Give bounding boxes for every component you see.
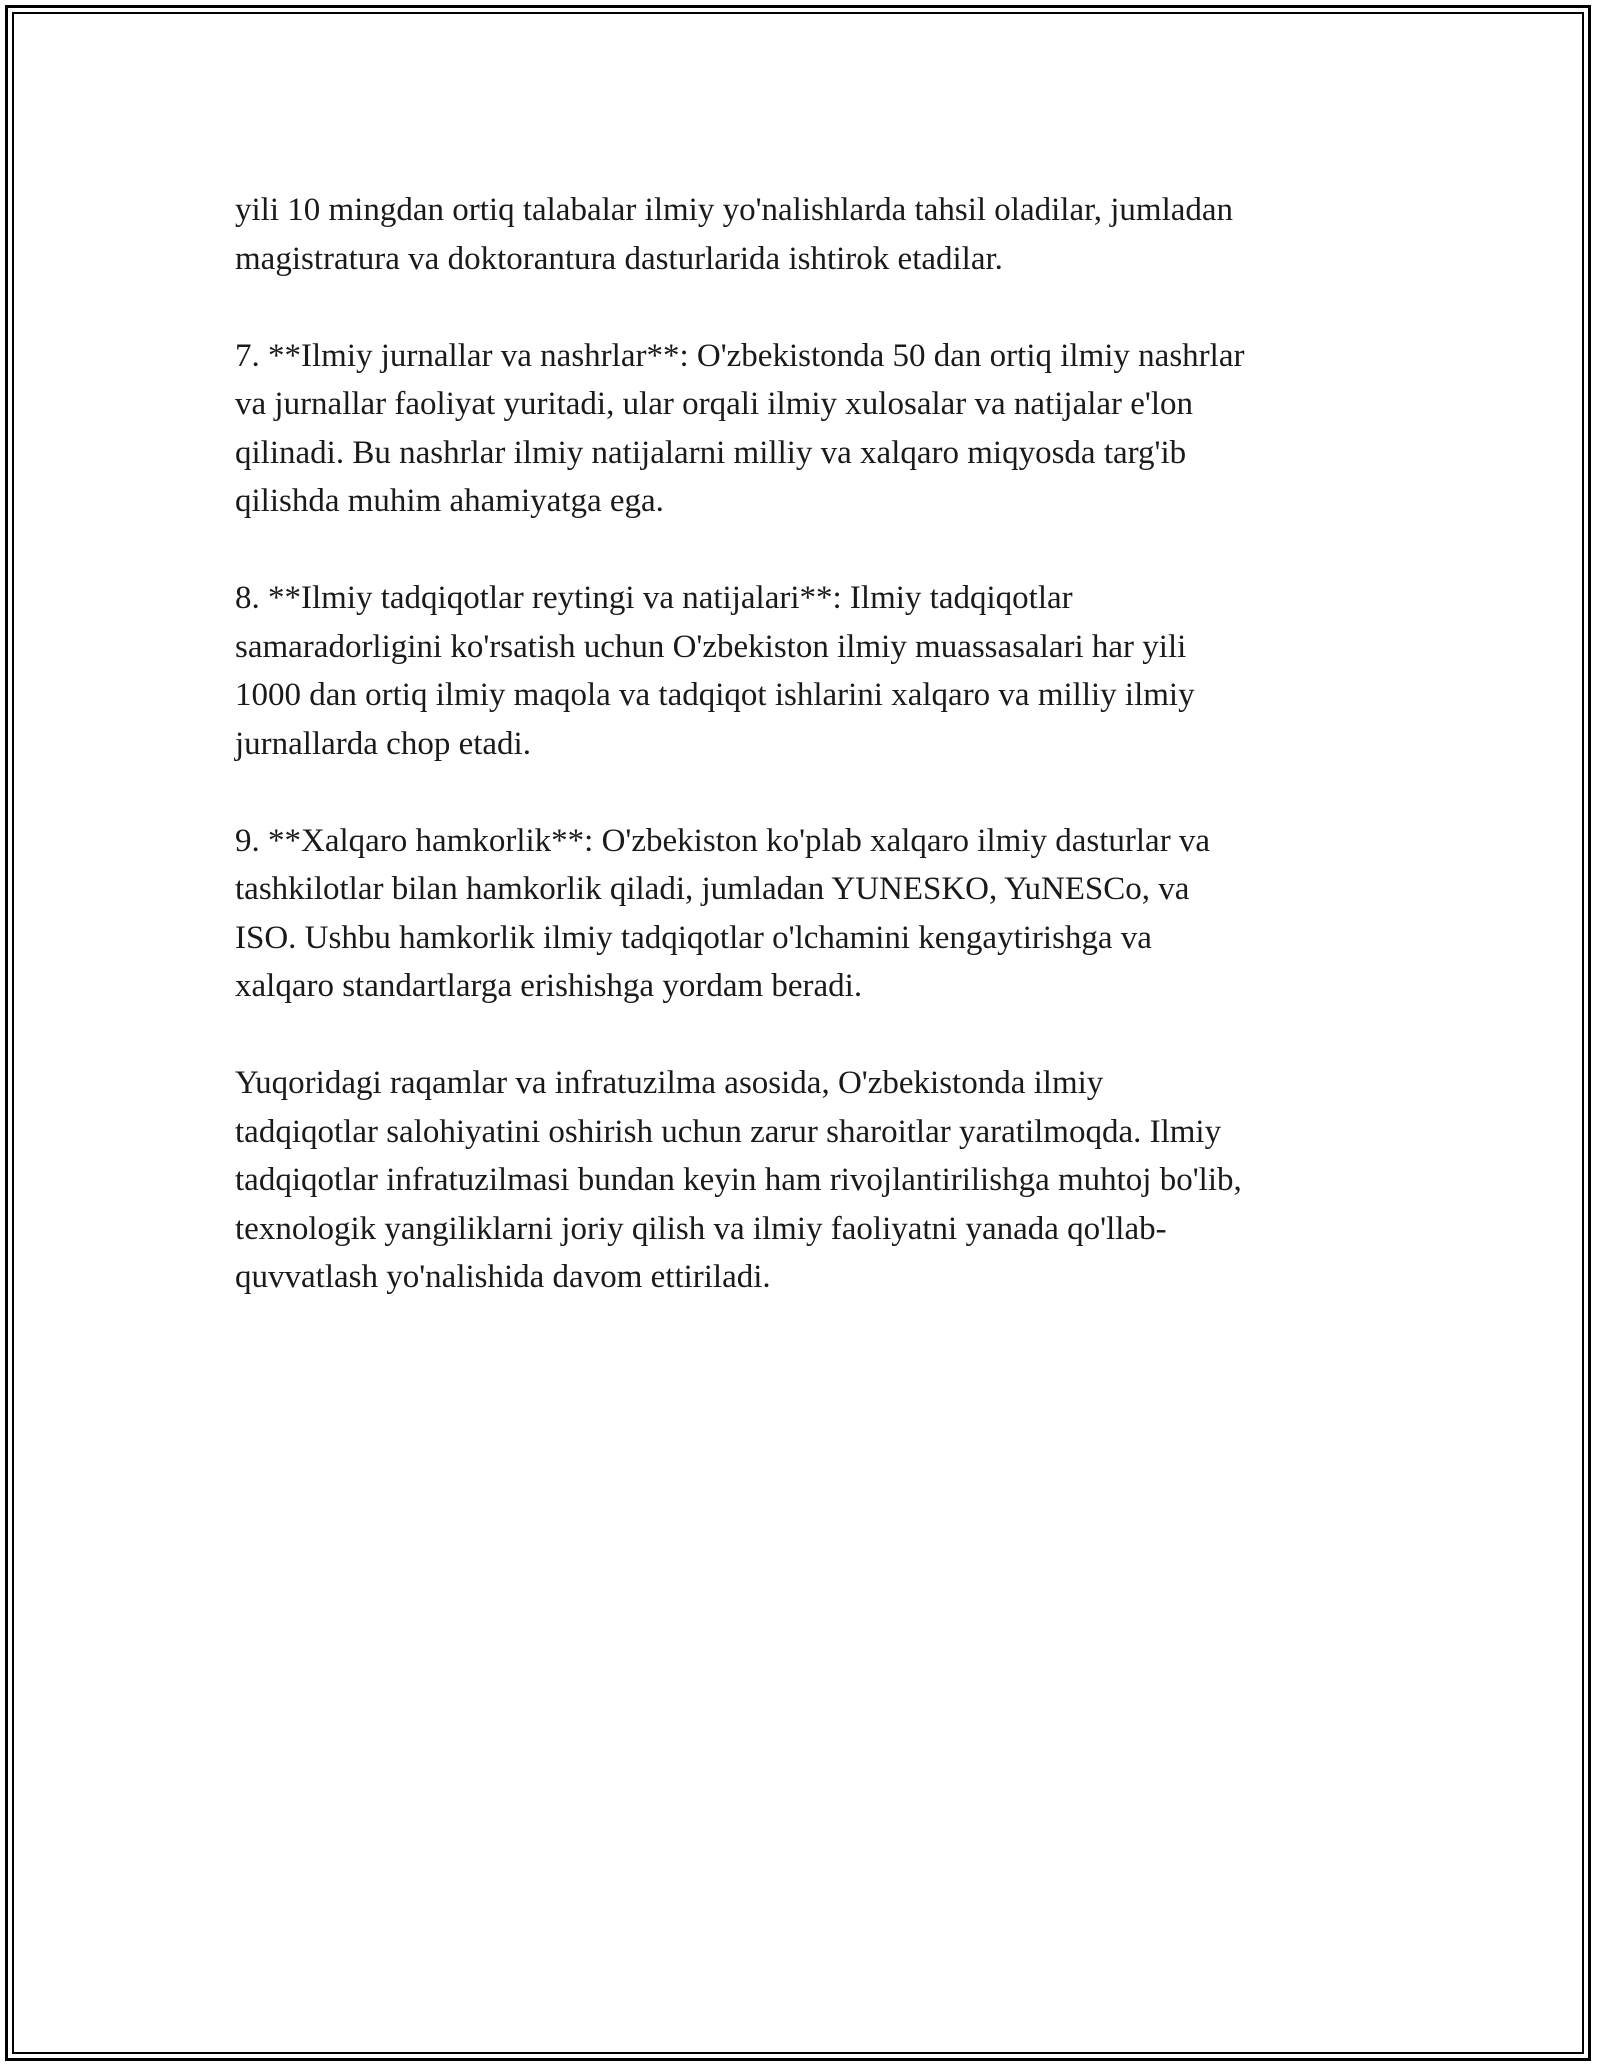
text-line: samaradorligini ko'rsatish uchun O'zbekiston ilmiy muassasalari har yili — [235, 628, 1187, 665]
text-line: qilishda muhim ahamiyatga ega. — [235, 483, 664, 519]
text-line: Yuqoridagi raqamlar va infratuzilma asosida, O'zbekistonda ilmiy — [235, 1065, 1104, 1101]
text-line: 7. **Ilmiy jurnallar va nashrlar**: O'zbekistonda 50 dan ortiq ilmiy nashrlar — [235, 337, 1245, 374]
paragraph-students — [235, 186, 1365, 283]
paragraph-conclusion — [235, 1059, 1365, 1302]
paragraph-cooperation — [235, 817, 1365, 1011]
text-line: jurnallarda chop etadi. — [235, 725, 531, 762]
text-line: va jurnallar faoliyat yuritadi, ular orqali ilmiy xulosalar va natijalar e'lon — [235, 386, 1194, 422]
paragraph-journals — [235, 332, 1365, 526]
text-line: quvvatlash yo'nalishida davom ettiriladi. — [235, 1259, 771, 1295]
document-body — [235, 186, 1365, 1350]
text-line: 8. **Ilmiy tadqiqotlar reytingi va natijalari**: Ilmiy tadqiqotlar — [235, 580, 1073, 616]
text-line: tashkilotlar bilan hamkorlik qiladi, jumladan YUNESKO, YuNESCo, va — [235, 871, 1190, 907]
text-line: 9. **Xalqaro hamkorlik**: O'zbekiston ko'plab xalqaro ilmiy dasturlar va — [235, 822, 1211, 859]
text-line: xalqaro standartlarga erishishga yordam beradi. — [235, 968, 863, 1004]
text-line: 1000 dan ortiq ilmiy maqola va tadqiqot ishlarini xalqaro va milliy ilmiy — [235, 677, 1195, 713]
text-line: tadqiqotlar salohiyatini oshirish uchun zarur sharoitlar yaratilmoqda. Ilmiy — [235, 1113, 1222, 1150]
text-line: magistratura va doktorantura dasturlarida ishtirok etadilar. — [235, 240, 1003, 277]
text-line: yili 10 mingdan ortiq talabalar ilmiy yo'nalishlarda tahsil oladilar, jumladan — [235, 192, 1234, 228]
text-line: ISO. Ushbu hamkorlik ilmiy tadqiqotlar o'lchamini kengaytirishga va — [235, 919, 1152, 956]
text-line: qilinadi. Bu nashrlar ilmiy natijalarni milliy va xalqaro miqyosda targ'ib — [235, 434, 1187, 471]
text-line: tadqiqotlar infratuzilmasi bundan keyin ham rivojlantirilishga muhtoj bo'lib, — [235, 1162, 1242, 1198]
paragraph-rating — [235, 574, 1365, 768]
text-line: texnologik yangiliklarni joriy qilish va ilmiy faoliyatni yanada qo'llab- — [235, 1210, 1167, 1247]
